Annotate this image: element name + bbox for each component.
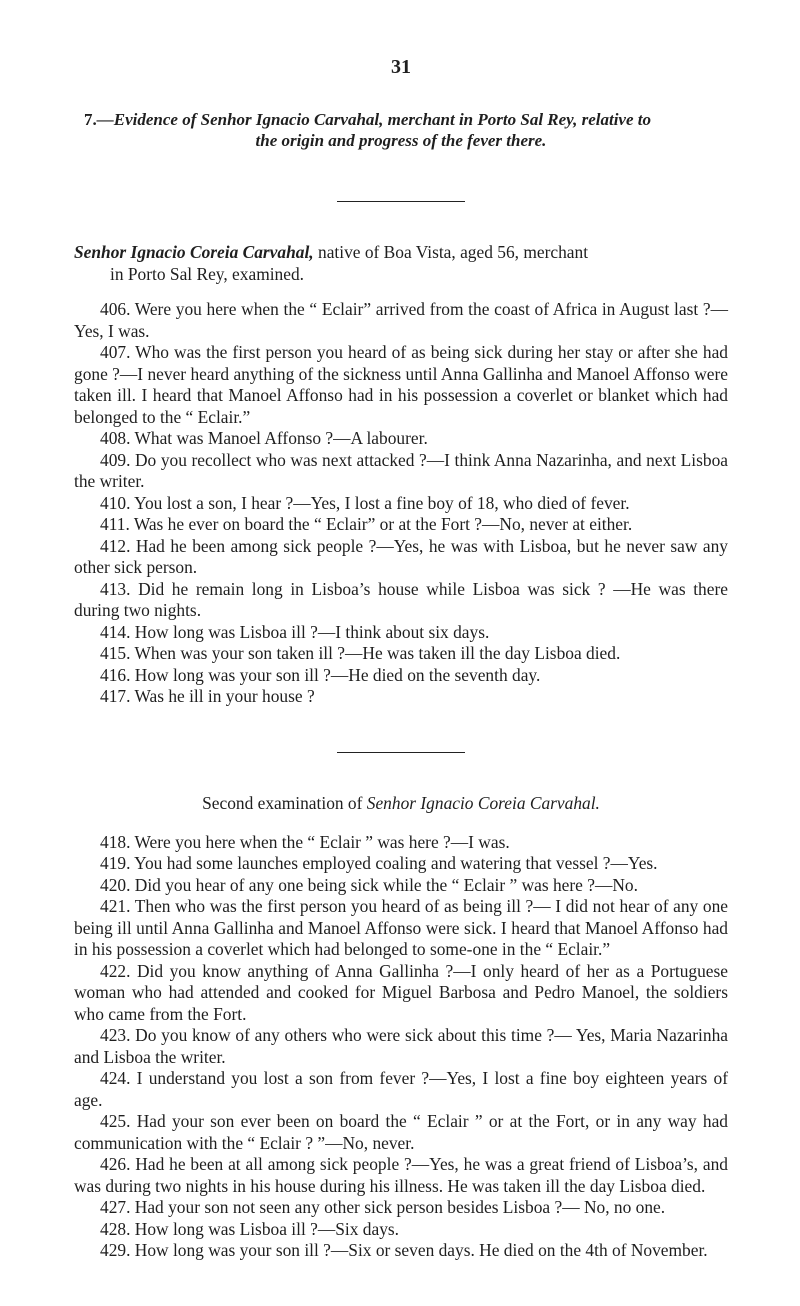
question-429: 429. How long was your son ill ?—Six or seven days. He died on the 4th of November. (100, 1240, 708, 1260)
question-419: 419. You had some launches employed coaling and watering that vessel ?—Yes. (100, 853, 658, 873)
question-418: 418. Were you here when the “ Eclair ” was here ?—I was. (100, 831, 510, 852)
question-411: 411. Was he ever on board the “ Eclair” or at the Fort ?—No, never at either. (100, 514, 633, 534)
section-title-continued: the origin and progress of the fever there. (255, 131, 547, 150)
question-406: 406. Were you here when the “ Eclair” arrived from the coast of Africa in August last ?—Yes, I was. (74, 299, 728, 341)
second-examination (74, 832, 728, 1262)
divider-rule (337, 201, 465, 202)
first-examination (74, 299, 728, 708)
question-409: 409. Do you recollect who was next attacked ?—I think Anna Nazarinha, and next Lisboa the writer. (74, 449, 728, 491)
question-428: 428. How long was Lisboa ill ?—Six days. (100, 1218, 400, 1239)
second-heading-name: Senhor Ignacio Coreia Carvahal. (366, 792, 600, 813)
section-heading (84, 109, 728, 151)
question-422: 422. Did you know anything of Anna Gallinha ?—I only heard of her as a Portuguese woman who had attended and cooked for Miguel Barbosa and Pedro Manoel, the soldiers who came from the Fort. (74, 960, 728, 1024)
question-412: 412. Had he been among sick people ?—Yes, he was with Lisboa, but he never saw any other sick person. (74, 535, 728, 577)
section-number: 7. (84, 110, 97, 129)
question-423: 423. Do you know of any others who were sick about this time ?— Yes, Maria Nazarinha and Lisboa the writer. (74, 1025, 728, 1067)
question-426: 426. Had he been at all among sick people ?—Yes, he was a great friend of Lisboa’s, and was during two nights in his house during his illness. He was taken ill the day Lisboa died. (74, 1154, 728, 1196)
question-408: 408. What was Manoel Affonso ?—A labourer. (100, 428, 428, 448)
witness-details: native of Boa Vista, aged 56, merchant (313, 242, 589, 262)
divider-rule (337, 752, 465, 753)
section-title: —Evidence of Senhor Ignacio Carvahal, merchant in Porto Sal Rey, relative to (96, 110, 651, 129)
question-417: 417. Was he ill in your house ? (100, 686, 315, 706)
question-425: 425. Had your son ever been on board the “ Eclair ” or at the Fort, or in any way had communication with the “ Eclair ? ”—No, never. (74, 1111, 728, 1153)
question-407: 407. Who was the first person you heard of as being sick during her stay or after she had gone ?—I never heard anything of the sickness until Anna Gallinha and Manoel Affonso were taken ill. I heard that Manoel Affonso had in his possession a coverlet or blanket which had belonged to the “ Eclair.” (74, 342, 728, 427)
question-416: 416. How long was your son ill ?—He died on the seventh day. (100, 664, 541, 685)
question-413: 413. Did he remain long in Lisboa’s house while Lisboa was sick ? —He was there during two nights. (74, 578, 728, 620)
page-number: 31 (391, 56, 411, 78)
question-410: 410. You lost a son, I hear ?—Yes, I lost a fine boy of 18, who died of fever. (100, 492, 630, 513)
question-424: 424. I understand you lost a son from fever ?—Yes, I lost a fine boy eighteen years of age. (74, 1068, 728, 1110)
second-examination-heading (74, 793, 728, 814)
question-415: 415. When was your son taken ill ?—He was taken ill the day Lisboa died. (100, 643, 621, 663)
witness-details-continued: in Porto Sal Rey, examined. (110, 263, 305, 284)
question-427: 427. Had your son not seen any other sick person besides Lisboa ?— No, no one. (100, 1197, 666, 1217)
witness-name: Senhor Ignacio Coreia Carvahal, (74, 242, 314, 262)
question-420: 420. Did you hear of any one being sick while the “ Eclair ” was here ?—No. (100, 874, 638, 895)
question-414: 414. How long was Lisboa ill ?—I think about six days. (100, 621, 490, 642)
question-421: 421. Then who was the first person you heard of as being ill ?— I did not hear of any one being ill until Anna Gallinha and Manoel Affonso were sick. I heard that Manoel Affonso had in his possession a coverlet which had belonged to some-one in the “ Eclair.” (74, 896, 728, 959)
second-heading-prefix: Second examination of (202, 792, 367, 813)
witness-intro (74, 242, 728, 285)
